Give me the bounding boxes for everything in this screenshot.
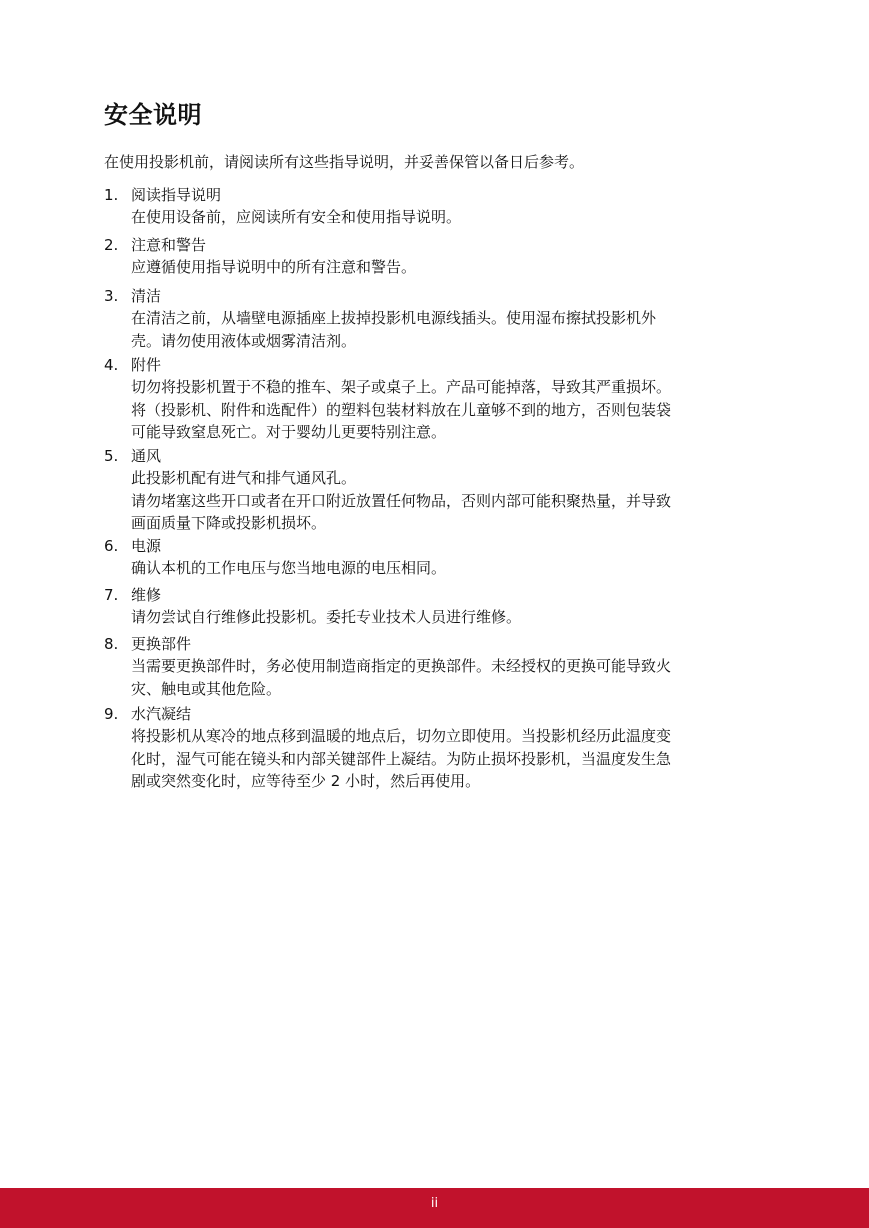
- item-number: 7.: [104, 586, 119, 604]
- item-description-line: 画面质量下降或投影机损坏。: [131, 514, 327, 532]
- item-title: 水汽凝结: [131, 705, 192, 723]
- item-description: [131, 467, 767, 535]
- item-number: 6.: [104, 537, 119, 555]
- item-description-line: 切勿将投影机置于不稳的推车、架子或桌子上。产品可能掉落，导致其严重损坏。: [131, 378, 672, 396]
- item-description: [131, 256, 767, 279]
- item-title: 清洁: [131, 287, 162, 305]
- item-title: 维修: [131, 586, 162, 604]
- item-number: 5.: [104, 447, 119, 465]
- item-description-line: 将投影机从寒冷的地点移到温暖的地点后，切勿立即使用。当投影机经历此温度变: [131, 727, 672, 745]
- page-number: ii: [430, 1196, 439, 1211]
- item-description: [131, 655, 767, 700]
- item-description-line: 确认本机的工作电压与您当地电源的电压相同。: [131, 559, 447, 577]
- item-description-line: 可能导致窒息死亡。对于婴幼儿更要特别注意。: [131, 423, 447, 441]
- item-number: 1.: [104, 186, 119, 204]
- item-title: 注意和警告: [131, 236, 207, 254]
- item-description-line: 应遵循使用指导说明中的所有注意和警告。: [131, 258, 417, 276]
- item-description-line: 将（投影机、附件和选配件）的塑料包装材料放在儿童够不到的地方，否则包装袋: [131, 400, 672, 419]
- page-title: 安全说明: [104, 101, 202, 129]
- item-description: [131, 606, 767, 629]
- item-description: [131, 376, 767, 444]
- item-number: 8.: [104, 635, 119, 653]
- item-title: 电源: [131, 537, 162, 555]
- item-number: 9.: [104, 705, 119, 723]
- item-description-line: 在使用设备前，应阅读所有安全和使用指导说明。: [131, 208, 462, 226]
- item-description-line: 在清洁之前，从墙壁电源插座上拔掉投影机电源线插头。使用湿布擦拭投影机外: [131, 309, 657, 327]
- item-number: 2.: [104, 236, 119, 254]
- item-description-line: 请勿尝试自行维修此投影机。委托专业技术人员进行维修。: [131, 608, 522, 626]
- item-description-line: 化时，湿气可能在镜头和内部关键部件上凝结。为防止损坏投影机，当温度发生急: [131, 749, 672, 768]
- item-description: [131, 725, 767, 793]
- intro-text: 在使用投影机前，请阅读所有这些指导说明，并妥善保管以备日后参考。: [104, 153, 585, 171]
- item-description-line: 当需要更换部件时，务必使用制造商指定的更换部件。未经授权的更换可能导致火: [131, 657, 672, 675]
- item-number: 3.: [104, 287, 119, 305]
- page-footer: [0, 1188, 869, 1228]
- item-title: 更换部件: [131, 635, 192, 653]
- item-number: 4.: [104, 356, 119, 374]
- item-title: 通风: [131, 447, 162, 465]
- item-title: 附件: [131, 356, 162, 374]
- item-description-line: 灾、触电或其他危险。: [131, 679, 282, 698]
- item-title: 阅读指导说明: [131, 186, 222, 204]
- item-description: [131, 206, 767, 229]
- item-description-line: 剧或突然变化时，应等待至少 2 小时，然后再使用。: [131, 772, 481, 790]
- item-description-line: 此投影机配有进气和排气通风孔。: [131, 469, 357, 487]
- item-description-line: 壳。请勿使用液体或烟雾清洁剂。: [131, 331, 357, 350]
- item-description: [131, 307, 767, 352]
- item-description-line: 请勿堵塞这些开口或者在开口附近放置任何物品，否则内部可能积聚热量，并导致: [131, 491, 672, 510]
- item-description: [131, 557, 767, 580]
